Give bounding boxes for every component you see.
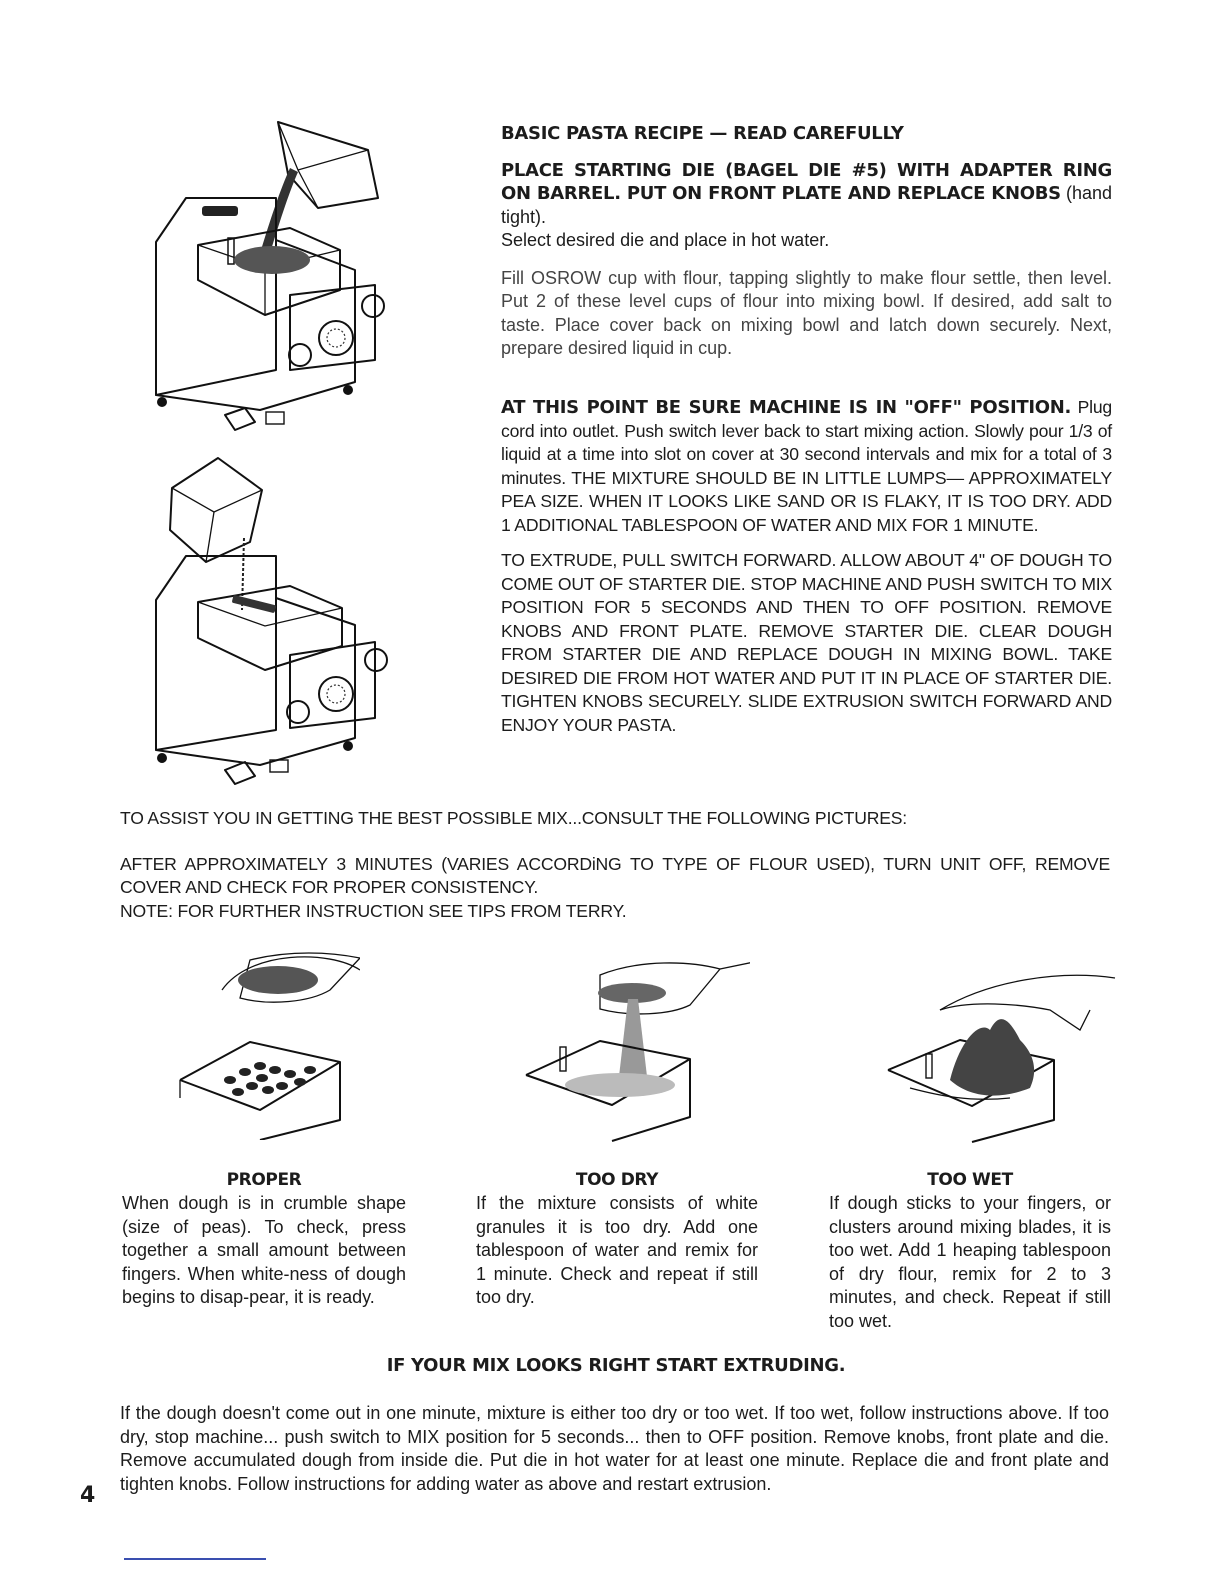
proper-title: PROPER [226,1170,302,1190]
recipe-step-die [501,159,1112,230]
too-wet-title: TOO WET [927,1170,1013,1190]
recipe-step-select: Select desired die and place in hot water. [501,230,830,250]
recipe-step-extrude: TO EXTRUDE, PULL SWITCH FORWARD. ALLOW ABOUT 4" OF DOUGH TO COME OUT OF STARTER DIE. STOP MACHINE AND PUSH SWITCH TO MIX POSITION FOR 5 SECONDS AND THEN TO OFF POSITION. REMOVE KNOBS AND FRONT PLATE. REMOVE STARTER DIE. CLEAR DOUGH FROM STARTER DIE AND REPLACE DOUGH IN MIXING BOWL. TAKE DESIRED DIE FROM HOT WATER AND PUT IT IN PLACE OF STARTER DIE. TIGHTEN KNOBS SECURELY. SLIDE EXTRUSION SWITCH FORWARD AND ENJOY YOUR PASTA. [501,550,1112,735]
recipe-step-die-tail: (hand tight). [501,183,1112,227]
machine-liquid-illustration [140,450,400,790]
assist-after-minutes: AFTER APPROXIMATELY 3 MINUTES (VARIES ACCORDiNG TO TYPE OF FLOUR USED), TURN UNIT OFF, REMOVE COVER AND CHECK FOR PROPER CONSISTENCY. [120,853,1110,897]
page-number: 4 [80,1483,96,1508]
proper-text: When dough is in crumble shape (size of peas). To check, press together a small amount between fingers. When white-ness of dough begins to disap-pear, it is ready. [122,1193,406,1307]
recipe-step-mix-text: Plug cord into outlet. Push switch lever back to start mixing action. Slowly pour 1/3 of liquid at a time into slot on cover at 30 second intervals and mix for a total of 3 minutes. THE MIXTURE SHOULD BE IN LITTLE LUMPS— APPROXIMATELY PEA SIZE. WHEN IT LOOKS LIKE SAND OR IS FLAKY, IT IS TOO DRY. ADD 1 ADDITIONAL TABLESPOON OF WATER AND MIX FOR 1 MINUTE. [501,397,1112,535]
final-paragraph: If the dough doesn't come out in one minute, mixture is either too dry or too wet. If too wet, follow instructions above. If too dry, stop machine... push switch to MIX position for 5 seconds... then to OFF position. Remove knobs, front plate and die. Remove accumulated dough from inside die. Put die in hot water for at least one minute. Replace die and front plate and tighten knobs. Follow instructions for adding water as above and restart extrusion. [120,1403,1109,1494]
too-wet-caption [829,1170,1111,1333]
recipe-step-flour: Fill OSROW cup with flour, tapping slightly to make flour settle, then level. Put 2 of these level cups of flour into mixing bowl. If desired, add salt to taste. Place cover back on mixing bowl and latch down securely. Next, prepare desired liquid in cup. [501,267,1112,358]
too-dry-title: TOO DRY [575,1170,659,1190]
recipe-step-mix-bold: AT THIS POINT BE SURE MACHINE IS IN "OFF" POSITION. [501,397,1072,418]
too-wet-text: If dough sticks to your fingers, or clusters around mixing blades, it is too wet. Add 1 heaping tablespoon of dry flour, remix for 2 to 3 minutes, and check. Repeat if still too wet. [829,1193,1111,1331]
too-dry-caption [476,1170,758,1310]
assist-intro: TO ASSIST YOU IN GETTING THE BEST POSSIBLE MIX...CONSULT THE FOLLOWING PICTURES: [120,808,907,828]
too-wet-consistency-illustration [880,970,1120,1160]
machine-flour-illustration [140,110,400,440]
start-extruding-heading: IF YOUR MIX LOOKS RIGHT START EXTRUDING. [386,1355,846,1376]
bottom-rule [124,1558,266,1560]
assist-note: NOTE: FOR FURTHER INSTRUCTION SEE TIPS FROM TERRY. [120,900,627,921]
recipe-step-mix [501,396,1112,537]
recipe-step-die-bold: PLACE STARTING DIE (BAGEL DIE #5) WITH ADAPTER RING ON BARREL. PUT ON FRONT PLATE AND REPLACE KNOBS [501,159,1112,204]
proper-consistency-illustration [170,940,360,1140]
recipe-title: BASIC PASTA RECIPE — READ CAREFULLY [501,123,904,144]
too-dry-consistency-illustration [520,955,750,1155]
proper-caption [122,1170,406,1310]
too-dry-text: If the mixture consists of white granules it is too dry. Add one tablespoon of water and remix for 1 minute. Check and repeat if still too dry. [476,1193,758,1307]
